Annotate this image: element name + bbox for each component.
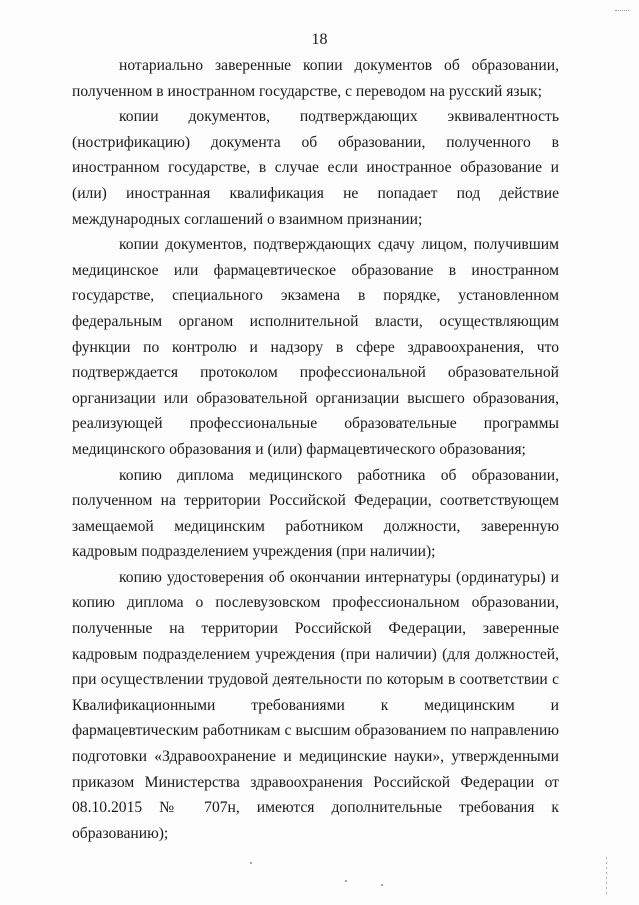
paragraph-special-exam-copies: копии документов, подтверждающих сдачу лицом, получившим медицинское или фармацевтическое образование в иностранном государстве, специального экзамена в порядке, установленном федеральным органом исполнительной власти, осуществляющим функции по контролю и надзору в сфере здравоохранения, что подтверждается протоколом профессиональной образовательной организации или образовательной организации высшего образования, реализующей профессиональные образовательные программы медицинского образования и (или) фармацевтического образования; xyxy=(72,236,559,458)
scan-artifact xyxy=(606,857,607,897)
paragraph-internship-certificate-copy: копию удостоверения об окончании интернатуры (ординатуры) и копию диплома о послевузовском профессиональном образовании, полученные на территории Российской Федерации, заверенные кадровым подразделением учреждения (при наличии) (для должностей, при осуществлении трудовой деятельности по которым в соответствии с Квалификационными требованиями к медицинским и фармацевтическим работникам с высшим образованием по направлению подготовки «Здравоохранение и медицинские науки», утвержденными приказом Министерства здравоохранения Российской Федерации от 08.10.2015 № 707н, имеются дополнительные требования к образованию); xyxy=(72,568,559,842)
scan-speck xyxy=(381,884,383,886)
page-number: 18 xyxy=(311,31,328,48)
paragraph-nostrification-copies: копии документов, подтверждающих эквивалентность (нострификацию) документа об образовании, полученного в иностранном государстве, в случае если иностранное образование и (или) иностранная квалификация не попадает под действие международных соглашений о взаимном признании; xyxy=(72,108,559,228)
scan-artifact xyxy=(615,0,629,11)
scan-speck xyxy=(250,862,252,864)
scan-speck xyxy=(345,880,347,882)
paragraph-notarized-copies: нотариально заверенные копии документов об образовании, полученном в иностранном государстве, с переводом на русский язык; xyxy=(72,57,559,100)
paragraph-diploma-copy: копию диплома медицинского работника об образовании, полученном на территории Российской Федерации, соответствующем замещаемой медицинским работником должности, заверенную кадровым подразделением учреждения (при наличии); xyxy=(72,466,559,561)
document-body xyxy=(72,53,559,846)
